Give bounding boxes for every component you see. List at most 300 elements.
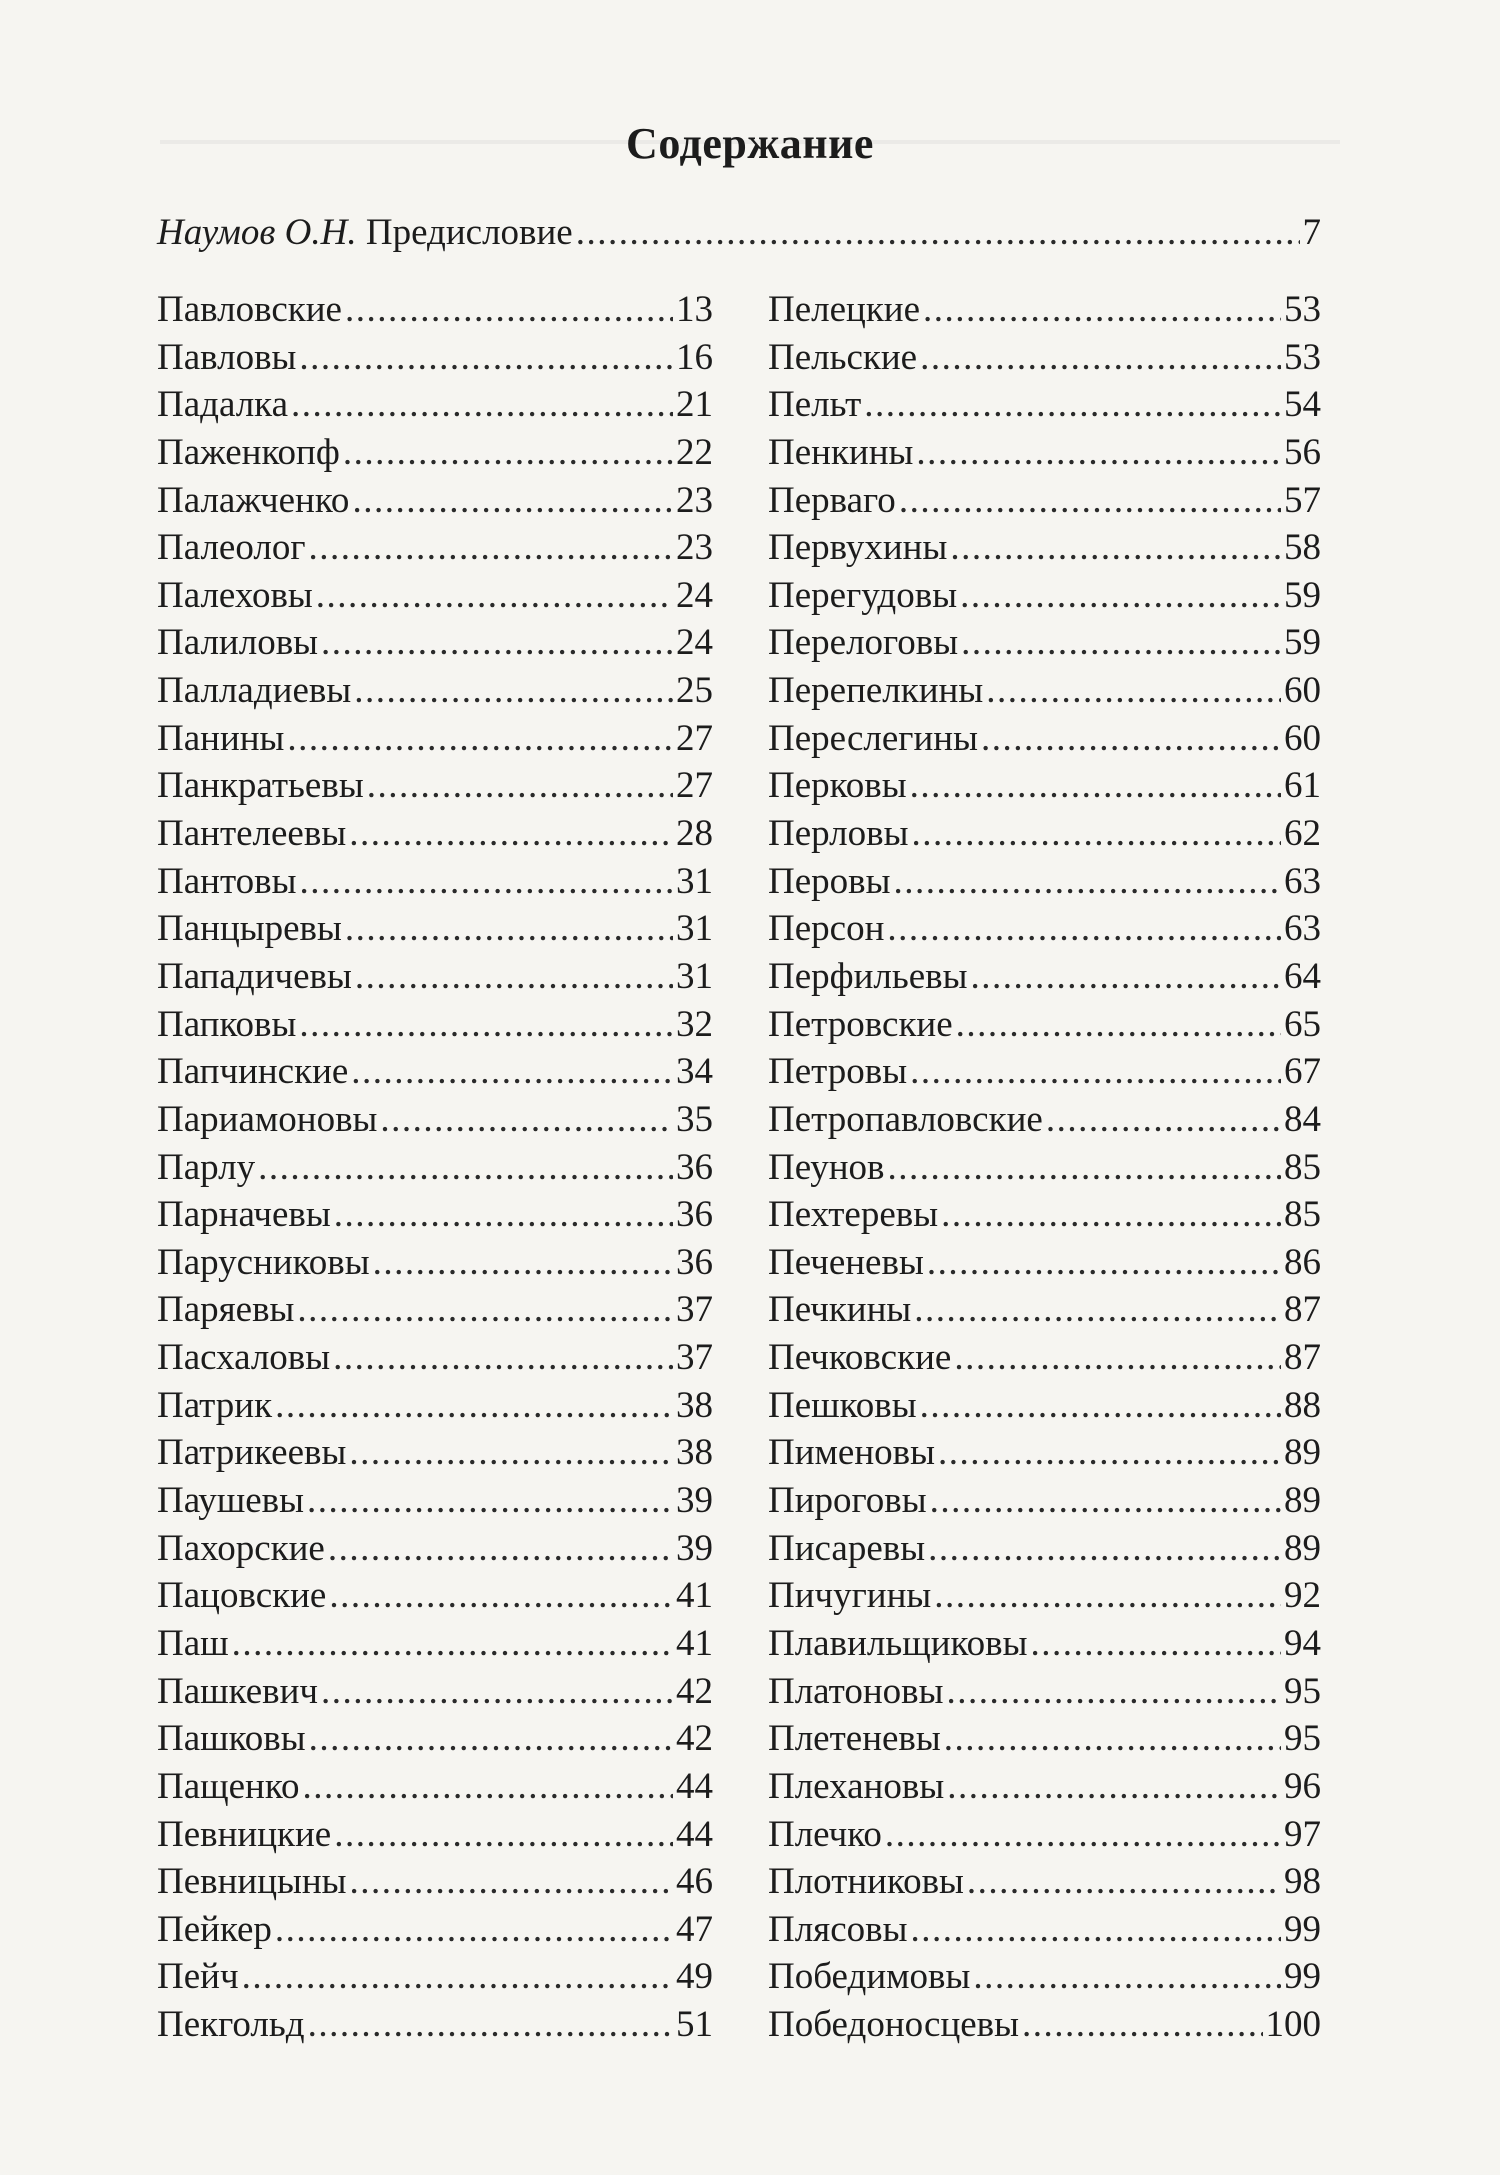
toc-entry-page-number: 98 (1284, 1861, 1321, 1903)
toc-entry-page-number: 31 (676, 860, 713, 902)
toc-entry-name: Платоновы (768, 1670, 944, 1712)
toc-entry-page-number: 44 (676, 1765, 713, 1807)
toc-entry-name: Панкратьевы (157, 765, 364, 807)
toc-entry-name: Палеховы (157, 574, 313, 616)
toc-entry-name: Певницкие (157, 1813, 332, 1855)
dot-leader (888, 1144, 1282, 1192)
toc-entry-name: Парлу (157, 1146, 256, 1188)
toc-entry-page-number: 62 (1284, 813, 1321, 855)
toc-entry-name: Первухины (768, 527, 948, 569)
dot-leader (954, 1334, 1281, 1382)
toc-entry-page-number: 94 (1284, 1622, 1321, 1664)
toc-entry[interactable] (768, 619, 1321, 667)
toc-entry[interactable] (157, 1953, 713, 2001)
dot-leader (258, 1144, 673, 1192)
toc-entry-name: Паженкопф (157, 431, 340, 473)
dot-leader (914, 1286, 1281, 1334)
toc-entry[interactable] (157, 1144, 713, 1192)
toc-entry-page-number: 54 (1284, 384, 1321, 426)
toc-entry-name: Падалка (157, 384, 289, 426)
toc-entry-name: Перваго (768, 479, 896, 521)
toc-entry-name: Парусниковы (157, 1241, 370, 1283)
toc-entry-name: Пападичевы (157, 955, 352, 997)
toc-entry-name: Печкины (768, 1289, 912, 1331)
preface-author: Наумов О.Н. (157, 212, 357, 253)
dot-leader (333, 1334, 673, 1382)
toc-entry[interactable] (157, 1906, 713, 1954)
dot-leader (971, 953, 1281, 1001)
toc-entry[interactable] (768, 1763, 1321, 1811)
toc-entry-page-number: 85 (1284, 1194, 1321, 1236)
dot-leader (373, 1239, 673, 1287)
toc-entry[interactable] (768, 477, 1321, 525)
toc-entry-page-number: 100 (1265, 2004, 1321, 2046)
dot-leader (334, 1191, 673, 1239)
toc-entry[interactable] (157, 1096, 713, 1144)
toc-entry-name: Плехановы (768, 1765, 945, 1807)
toc-entry-name: Палеолог (157, 527, 306, 569)
toc-entry[interactable] (157, 1715, 713, 1763)
toc-entry-page-number: 51 (676, 2004, 713, 2046)
dot-leader (910, 762, 1281, 810)
toc-entry-page-number: 38 (676, 1432, 713, 1474)
toc-entry-name: Переслегины (768, 717, 978, 759)
toc-entry[interactable] (768, 381, 1321, 429)
toc-entry[interactable] (157, 1668, 713, 1716)
dot-leader (287, 715, 673, 763)
toc-entry-page-number: 36 (676, 1241, 713, 1283)
toc-entry-page-number: 41 (676, 1622, 713, 1664)
toc-entry[interactable] (768, 1001, 1321, 1049)
toc-entry-name: Пасхаловы (157, 1337, 331, 1379)
toc-entry-name: Перковы (768, 765, 907, 807)
toc-entry-page-number: 42 (676, 1718, 713, 1760)
dot-leader (928, 1525, 1281, 1573)
toc-entry-page-number: 36 (676, 1146, 713, 1188)
dot-leader (910, 1048, 1281, 1096)
toc-entry[interactable] (768, 1144, 1321, 1192)
toc-entry-name: Пехтеревы (768, 1194, 939, 1236)
dot-leader (275, 1906, 673, 1954)
dot-leader (351, 1048, 673, 1096)
toc-entry[interactable] (157, 286, 713, 334)
toc-entry-name: Павловские (157, 289, 342, 330)
toc-entry[interactable] (768, 1858, 1321, 1906)
toc-entry-name: Перловы (768, 813, 909, 855)
toc-entry-page-number: 27 (676, 717, 713, 759)
toc-entry-name: Перегудовы (768, 574, 958, 616)
toc-entry[interactable] (157, 1001, 713, 1049)
dot-leader (893, 858, 1281, 906)
dot-leader (899, 477, 1281, 525)
dot-leader (321, 1668, 673, 1716)
toc-entry-page-number: 31 (676, 955, 713, 997)
toc-entry[interactable] (768, 715, 1321, 763)
toc-entry-page-number: 61 (1284, 765, 1321, 807)
toc-entry-name: Печеневы (768, 1241, 924, 1283)
toc-entry[interactable] (768, 286, 1321, 334)
toc-entry-page-number: 87 (1284, 1289, 1321, 1331)
dot-leader (329, 1572, 673, 1620)
toc-entry-page-number: 89 (1284, 1527, 1321, 1569)
toc-entry-page-number: 39 (676, 1480, 713, 1522)
toc-entry[interactable] (157, 334, 713, 382)
toc-entry[interactable] (768, 524, 1321, 572)
dot-leader (334, 1811, 673, 1859)
toc-entry-name: Пельт (768, 384, 862, 426)
toc-entry-name: Пантелеевы (157, 813, 347, 855)
toc-entry[interactable] (157, 1334, 713, 1382)
toc-entry[interactable] (768, 1382, 1321, 1430)
toc-entry-name: Пейч (157, 1956, 239, 1998)
toc-entry-page-number: 21 (676, 384, 713, 426)
dot-leader (887, 905, 1281, 953)
toc-entry[interactable] (157, 619, 713, 667)
dot-leader (927, 1239, 1281, 1287)
toc-entry[interactable] (768, 1286, 1321, 1334)
dot-leader (1046, 1096, 1281, 1144)
dot-leader (308, 2001, 673, 2049)
toc-entry-name: Победоносцевы (768, 2004, 1020, 2046)
toc-entry-page-number: 95 (1284, 1670, 1321, 1712)
toc-entry-name: Пеунов (768, 1146, 885, 1188)
dot-leader (309, 524, 673, 572)
toc-entry-page-number: 16 (676, 336, 713, 378)
toc-entry[interactable] (768, 1811, 1321, 1859)
toc-entry-page-number: 58 (1284, 527, 1321, 569)
toc-entry[interactable] (157, 762, 713, 810)
toc-entry-page-number: 64 (1284, 955, 1321, 997)
dot-leader (352, 477, 673, 525)
toc-entry-name: Пелецкие (768, 289, 921, 330)
toc-entry-page-number: 60 (1284, 717, 1321, 759)
dot-leader (981, 715, 1281, 763)
toc-entry-page-number: 87 (1284, 1337, 1321, 1379)
toc-entry-name: Певницыны (157, 1861, 347, 1903)
toc-entry[interactable] (157, 1620, 713, 1668)
toc-entry-name: Паряевы (157, 1289, 295, 1331)
toc-entry-page-number: 85 (1284, 1146, 1321, 1188)
toc-entry[interactable] (768, 810, 1321, 858)
toc-entry-page-number: 67 (1284, 1051, 1321, 1093)
toc-entry[interactable] (768, 1953, 1321, 2001)
preface-page-number: 7 (1302, 212, 1321, 253)
dot-leader (291, 381, 673, 429)
dot-leader (328, 1525, 673, 1573)
toc-entry-page-number: 89 (1284, 1432, 1321, 1474)
dot-leader (973, 1953, 1281, 2001)
toc-right-column (768, 286, 1321, 2049)
toc-entry-page-number: 42 (676, 1670, 713, 1712)
toc-entry-name: Плавильщиковы (768, 1622, 1028, 1664)
toc-entry-page-number: 53 (1284, 289, 1321, 330)
dot-leader (930, 1477, 1281, 1525)
toc-entry-page-number: 41 (676, 1575, 713, 1617)
toc-entry-page-number: 49 (676, 1956, 713, 1998)
toc-entry[interactable] (768, 905, 1321, 953)
toc-entry-page-number: 59 (1284, 622, 1321, 664)
dot-leader (275, 1382, 673, 1430)
toc-entry-page-number: 13 (676, 289, 713, 330)
toc-entry[interactable] (768, 334, 1321, 382)
toc-entry-name: Паушевы (157, 1480, 305, 1522)
toc-entry[interactable] (768, 1096, 1321, 1144)
toc-entry-name: Паш (157, 1622, 229, 1664)
dot-leader (355, 953, 673, 1001)
toc-entry[interactable] (157, 953, 713, 1001)
dot-leader (380, 1096, 673, 1144)
toc-entry-page-number: 23 (676, 479, 713, 521)
toc-entry[interactable] (768, 2001, 1321, 2049)
dot-leader (299, 858, 673, 906)
toc-entry[interactable] (768, 1668, 1321, 1716)
toc-entry-name: Папчинские (157, 1051, 349, 1093)
toc-entry-name: Пешковы (768, 1384, 917, 1426)
dot-leader (309, 1715, 673, 1763)
dot-leader (345, 286, 673, 334)
toc-entry[interactable] (157, 1858, 713, 1906)
toc-entry[interactable] (157, 1525, 713, 1573)
toc-entry[interactable] (157, 429, 713, 477)
dot-leader (920, 334, 1281, 382)
toc-entry[interactable] (768, 953, 1321, 1001)
dot-leader (242, 1953, 673, 2001)
toc-entry[interactable] (157, 381, 713, 429)
dot-leader (316, 572, 673, 620)
toc-entry-page-number: 24 (676, 574, 713, 616)
dot-leader (1030, 1620, 1281, 1668)
toc-entry[interactable] (768, 1906, 1321, 1954)
toc-entry[interactable] (157, 1286, 713, 1334)
toc-entry[interactable] (768, 1239, 1321, 1287)
toc-entry-page-number: 84 (1284, 1098, 1321, 1140)
toc-entry-page-number: 95 (1284, 1718, 1321, 1760)
toc-entry-page-number: 99 (1284, 1908, 1321, 1950)
toc-entry-page-number: 96 (1284, 1765, 1321, 1807)
preface-name (157, 208, 573, 258)
toc-entry-page-number: 36 (676, 1194, 713, 1236)
dot-leader (864, 381, 1281, 429)
dot-leader (350, 1858, 673, 1906)
toc-entry-page-number: 89 (1284, 1480, 1321, 1522)
dot-leader (349, 1429, 673, 1477)
toc-entry-name: Палажченко (157, 479, 350, 521)
toc-entry[interactable] (157, 1382, 713, 1430)
toc-entry-page-number: 56 (1284, 431, 1321, 473)
toc-entry-name: Папковы (157, 1003, 297, 1045)
toc-entry-name: Петропавловские (768, 1098, 1043, 1140)
toc-entry-name: Плясовы (768, 1908, 908, 1950)
toc-entry-page-number: 63 (1284, 908, 1321, 950)
toc-entry[interactable] (157, 1239, 713, 1287)
dot-leader (297, 1286, 673, 1334)
toc-entry[interactable] (157, 1048, 713, 1096)
toc-entry-page-number: 65 (1284, 1003, 1321, 1045)
toc-entry-page-number: 97 (1284, 1813, 1321, 1855)
toc-entry[interactable] (157, 1763, 713, 1811)
dot-leader (934, 1572, 1281, 1620)
toc-entry-page-number: 27 (676, 765, 713, 807)
toc-entry[interactable] (768, 429, 1321, 477)
toc-entry[interactable] (157, 905, 713, 953)
toc-entry-page-number: 59 (1284, 574, 1321, 616)
dot-leader (911, 810, 1281, 858)
dot-leader (1022, 2001, 1262, 2049)
dot-leader (920, 1382, 1281, 1430)
toc-entry[interactable] (768, 858, 1321, 906)
toc-entry[interactable] (157, 1429, 713, 1477)
dot-leader (967, 1858, 1281, 1906)
toc-entry[interactable] (157, 667, 713, 715)
dot-leader (910, 1906, 1281, 1954)
dot-leader (956, 1001, 1281, 1049)
dot-leader (367, 762, 673, 810)
toc-entry-page-number: 63 (1284, 860, 1321, 902)
toc-entry-name: Патрикеевы (157, 1432, 347, 1474)
toc-entry-name: Пащенко (157, 1765, 300, 1807)
toc-entry[interactable] (768, 1334, 1321, 1382)
toc-entry-name: Париамоновы (157, 1098, 378, 1140)
toc-entry-name: Пахорские (157, 1527, 325, 1569)
dot-leader (307, 1477, 673, 1525)
toc-left-column (157, 286, 713, 2049)
toc-entry-page-number: 53 (1284, 336, 1321, 378)
dot-leader (986, 667, 1281, 715)
dot-leader (321, 619, 673, 667)
toc-entry-name: Персон (768, 908, 885, 950)
toc-entry-page-number: 39 (676, 1527, 713, 1569)
dot-leader (343, 429, 673, 477)
toc-entry-page-number: 32 (676, 1003, 713, 1045)
toc-entry[interactable] (768, 1620, 1321, 1668)
toc-entry[interactable] (157, 572, 713, 620)
toc-entry-name: Пантовы (157, 860, 297, 902)
toc-entry-name: Пироговы (768, 1480, 927, 1522)
toc-entry-name: Победимовы (768, 1956, 971, 1998)
toc-entry-name: Пичугины (768, 1575, 932, 1617)
toc-entry-page-number: 23 (676, 527, 713, 569)
dot-leader (232, 1620, 673, 1668)
toc-entry-name: Павловы (157, 336, 297, 378)
toc-entry-page-number: 28 (676, 813, 713, 855)
toc-entry-page-number: 37 (676, 1337, 713, 1379)
toc-entry-page-number: 25 (676, 670, 713, 712)
toc-entry[interactable] (157, 2001, 713, 2049)
dot-leader (299, 1001, 673, 1049)
toc-entry-name: Петровы (768, 1051, 908, 1093)
toc-entry[interactable] (157, 1572, 713, 1620)
toc-entry[interactable] (768, 1191, 1321, 1239)
toc-entry[interactable] (157, 810, 713, 858)
toc-entry-name: Пекгольд (157, 2004, 305, 2046)
toc-entry-name: Пименовы (768, 1432, 935, 1474)
dot-leader (302, 1763, 673, 1811)
toc-entry[interactable] (768, 667, 1321, 715)
dot-leader (354, 667, 673, 715)
dot-leader (961, 619, 1281, 667)
toc-entry[interactable] (157, 524, 713, 572)
toc-entry-page-number: 60 (1284, 670, 1321, 712)
page-title: Содержание (626, 119, 874, 168)
toc-entry[interactable] (157, 858, 713, 906)
dot-leader (923, 286, 1281, 334)
dot-leader (885, 1811, 1281, 1859)
dot-leader (576, 208, 1300, 258)
toc-entry-page-number: 92 (1284, 1575, 1321, 1617)
toc-entry[interactable] (768, 1525, 1321, 1573)
toc-entry-name: Пашкевич (157, 1670, 318, 1712)
dot-leader (960, 572, 1281, 620)
toc-entry[interactable] (768, 1429, 1321, 1477)
dot-leader (941, 1191, 1281, 1239)
toc-entry-name: Перфильевы (768, 955, 968, 997)
toc-entry-name: Пацовские (157, 1575, 327, 1617)
toc-entry[interactable] (768, 1048, 1321, 1096)
dot-leader (938, 1429, 1281, 1477)
dot-leader (946, 1668, 1281, 1716)
toc-entry[interactable] (157, 715, 713, 763)
toc-entry[interactable] (768, 762, 1321, 810)
toc-entry-page-number: 46 (676, 1861, 713, 1903)
dot-leader (944, 1715, 1281, 1763)
dot-leader (916, 429, 1281, 477)
toc-entry-name: Перепелкины (768, 670, 984, 712)
toc-entry-name: Палиловы (157, 622, 319, 664)
preface-label: Предисловие (365, 212, 573, 253)
toc-entry-name: Пенкины (768, 431, 914, 473)
dot-leader (345, 905, 673, 953)
dot-leader (950, 524, 1281, 572)
toc-entry-page-number: 37 (676, 1289, 713, 1331)
toc-entry-page-number: 22 (676, 431, 713, 473)
toc-entry[interactable] (768, 572, 1321, 620)
toc-entry-name: Петровские (768, 1003, 953, 1045)
toc-entry[interactable] (157, 1191, 713, 1239)
toc-entry-page-number: 24 (676, 622, 713, 664)
dot-leader (349, 810, 673, 858)
toc-entry-name: Парначевы (157, 1194, 331, 1236)
toc-entry-name: Палладиевы (157, 670, 352, 712)
toc-entry-page-number: 34 (676, 1051, 713, 1093)
toc-entry-name: Пейкер (157, 1908, 272, 1950)
preface-entry[interactable] (157, 208, 1321, 258)
toc-entry[interactable] (768, 1572, 1321, 1620)
toc-entry-name: Перелоговы (768, 622, 959, 664)
toc-entry-page-number: 38 (676, 1384, 713, 1426)
toc-entry-name: Плетеневы (768, 1718, 941, 1760)
toc-entry-page-number: 35 (676, 1098, 713, 1140)
toc-entry[interactable] (157, 477, 713, 525)
toc-entry-name: Панины (157, 717, 285, 759)
toc-entry-name: Писаревы (768, 1527, 926, 1569)
toc-entry[interactable] (157, 1477, 713, 1525)
dot-leader (947, 1763, 1281, 1811)
toc-entry-name: Плотниковы (768, 1861, 964, 1903)
toc-entry[interactable] (768, 1715, 1321, 1763)
toc-entry-name: Перовы (768, 860, 891, 902)
toc-entry[interactable] (157, 1811, 713, 1859)
toc-entry-page-number: 47 (676, 1908, 713, 1950)
toc-entry-name: Плечко (768, 1813, 882, 1855)
toc-entry-page-number: 99 (1284, 1956, 1321, 1998)
dot-leader (299, 334, 673, 382)
toc-entry-page-number: 88 (1284, 1384, 1321, 1426)
toc-entry-name: Панцыревы (157, 908, 342, 950)
toc-entry[interactable] (768, 1477, 1321, 1525)
toc-entry-name: Печковские (768, 1337, 952, 1379)
toc-entry-page-number: 86 (1284, 1241, 1321, 1283)
toc-entry-page-number: 31 (676, 908, 713, 950)
